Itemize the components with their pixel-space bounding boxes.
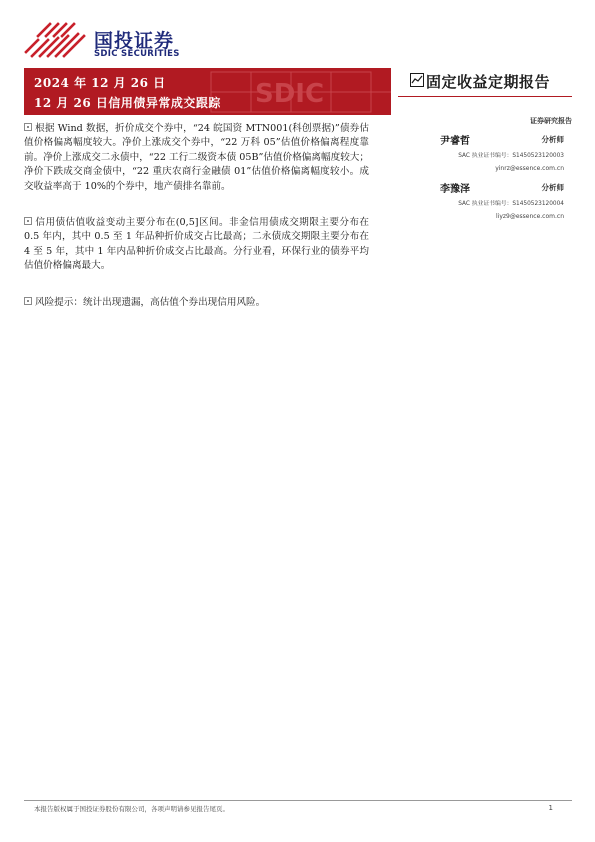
footer-disclaimer: 本报告版权属于国投证券股份有限公司，各项声明请参见报告尾页。 xyxy=(34,805,229,813)
chart-line-icon xyxy=(410,73,424,87)
svg-text:SDIC: SDIC xyxy=(255,79,325,109)
report-type-block xyxy=(398,68,572,94)
report-type: 固定收益定期报告 xyxy=(426,73,551,91)
risk-text: 风险提示：统计出现遗漏，高估值个券出现信用风险。 xyxy=(35,296,266,308)
sdic-logo-icon xyxy=(24,22,86,58)
company-logo xyxy=(24,22,204,62)
logo-name-cn: 国投证券 xyxy=(94,30,175,52)
risk-warning xyxy=(24,296,369,310)
analyst-role: 分析师 xyxy=(541,135,564,144)
bullet-box-icon xyxy=(24,123,32,131)
summary-paragraph xyxy=(24,216,369,274)
summary-text: 信用债估值收益变动主要分布在(0,5]区间。非金信用债成交期限主要分布在 0.5 年内，其中 0.5 至 1 年品种折价成交占比最高；二永债成交期限主要分布在 4 至 5 年，其中 1 年内品种折价成交占比最高。分行业看，环保行业的债券平均估值价格偏离最大。 xyxy=(24,217,369,272)
summary-text: 根据 Wind 数据，折价成交个券中，“24 皖国资 MTN001(科创票据)”债券估值价格偏离幅度较大。净价上涨成交个券中，“22 万科 05”估值价格偏离程度靠前。净价上涨成交二永债中，“22 工行二级资本债 05B”估值价格偏离幅度较大；净价下跌成交商金债中，“22 重庆农商行金融债 01”估值价格偏离幅度较小。成交收益率高于 10%的个券中，地产债排名靠前。 xyxy=(24,123,369,192)
analyst-sac-number: SAC 执业证书编号：S1450523120004 xyxy=(458,201,564,207)
report-category: 证券研究报告 xyxy=(530,116,572,125)
report-type-divider xyxy=(398,96,572,97)
analyst-role: 分析师 xyxy=(541,183,564,192)
report-date: 2024 年 12 月 26 日 xyxy=(34,76,166,90)
analyst-email[interactable]: liyz9@essence.com.cn xyxy=(495,213,564,220)
header-banner xyxy=(24,68,391,115)
page-number: 1 xyxy=(548,804,553,812)
bullet-box-icon xyxy=(24,217,32,225)
analyst-name: 李豫泽 xyxy=(440,184,470,195)
analyst-name: 尹睿哲 xyxy=(440,136,470,147)
report-title: 12 月 26 日信用债异常成交跟踪 xyxy=(34,96,221,110)
summary-paragraph xyxy=(24,122,369,194)
analyst-email[interactable]: yinrz@essence.com.cn xyxy=(495,165,564,172)
analyst-sac-number: SAC 执业证书编号：S1450523120003 xyxy=(458,153,564,159)
report-summary xyxy=(24,122,369,332)
banner-watermark-icon xyxy=(191,68,391,115)
footer-divider xyxy=(24,800,572,801)
bullet-box-icon xyxy=(24,297,32,305)
logo-name-en: SDIC SECURITIES xyxy=(94,49,180,59)
